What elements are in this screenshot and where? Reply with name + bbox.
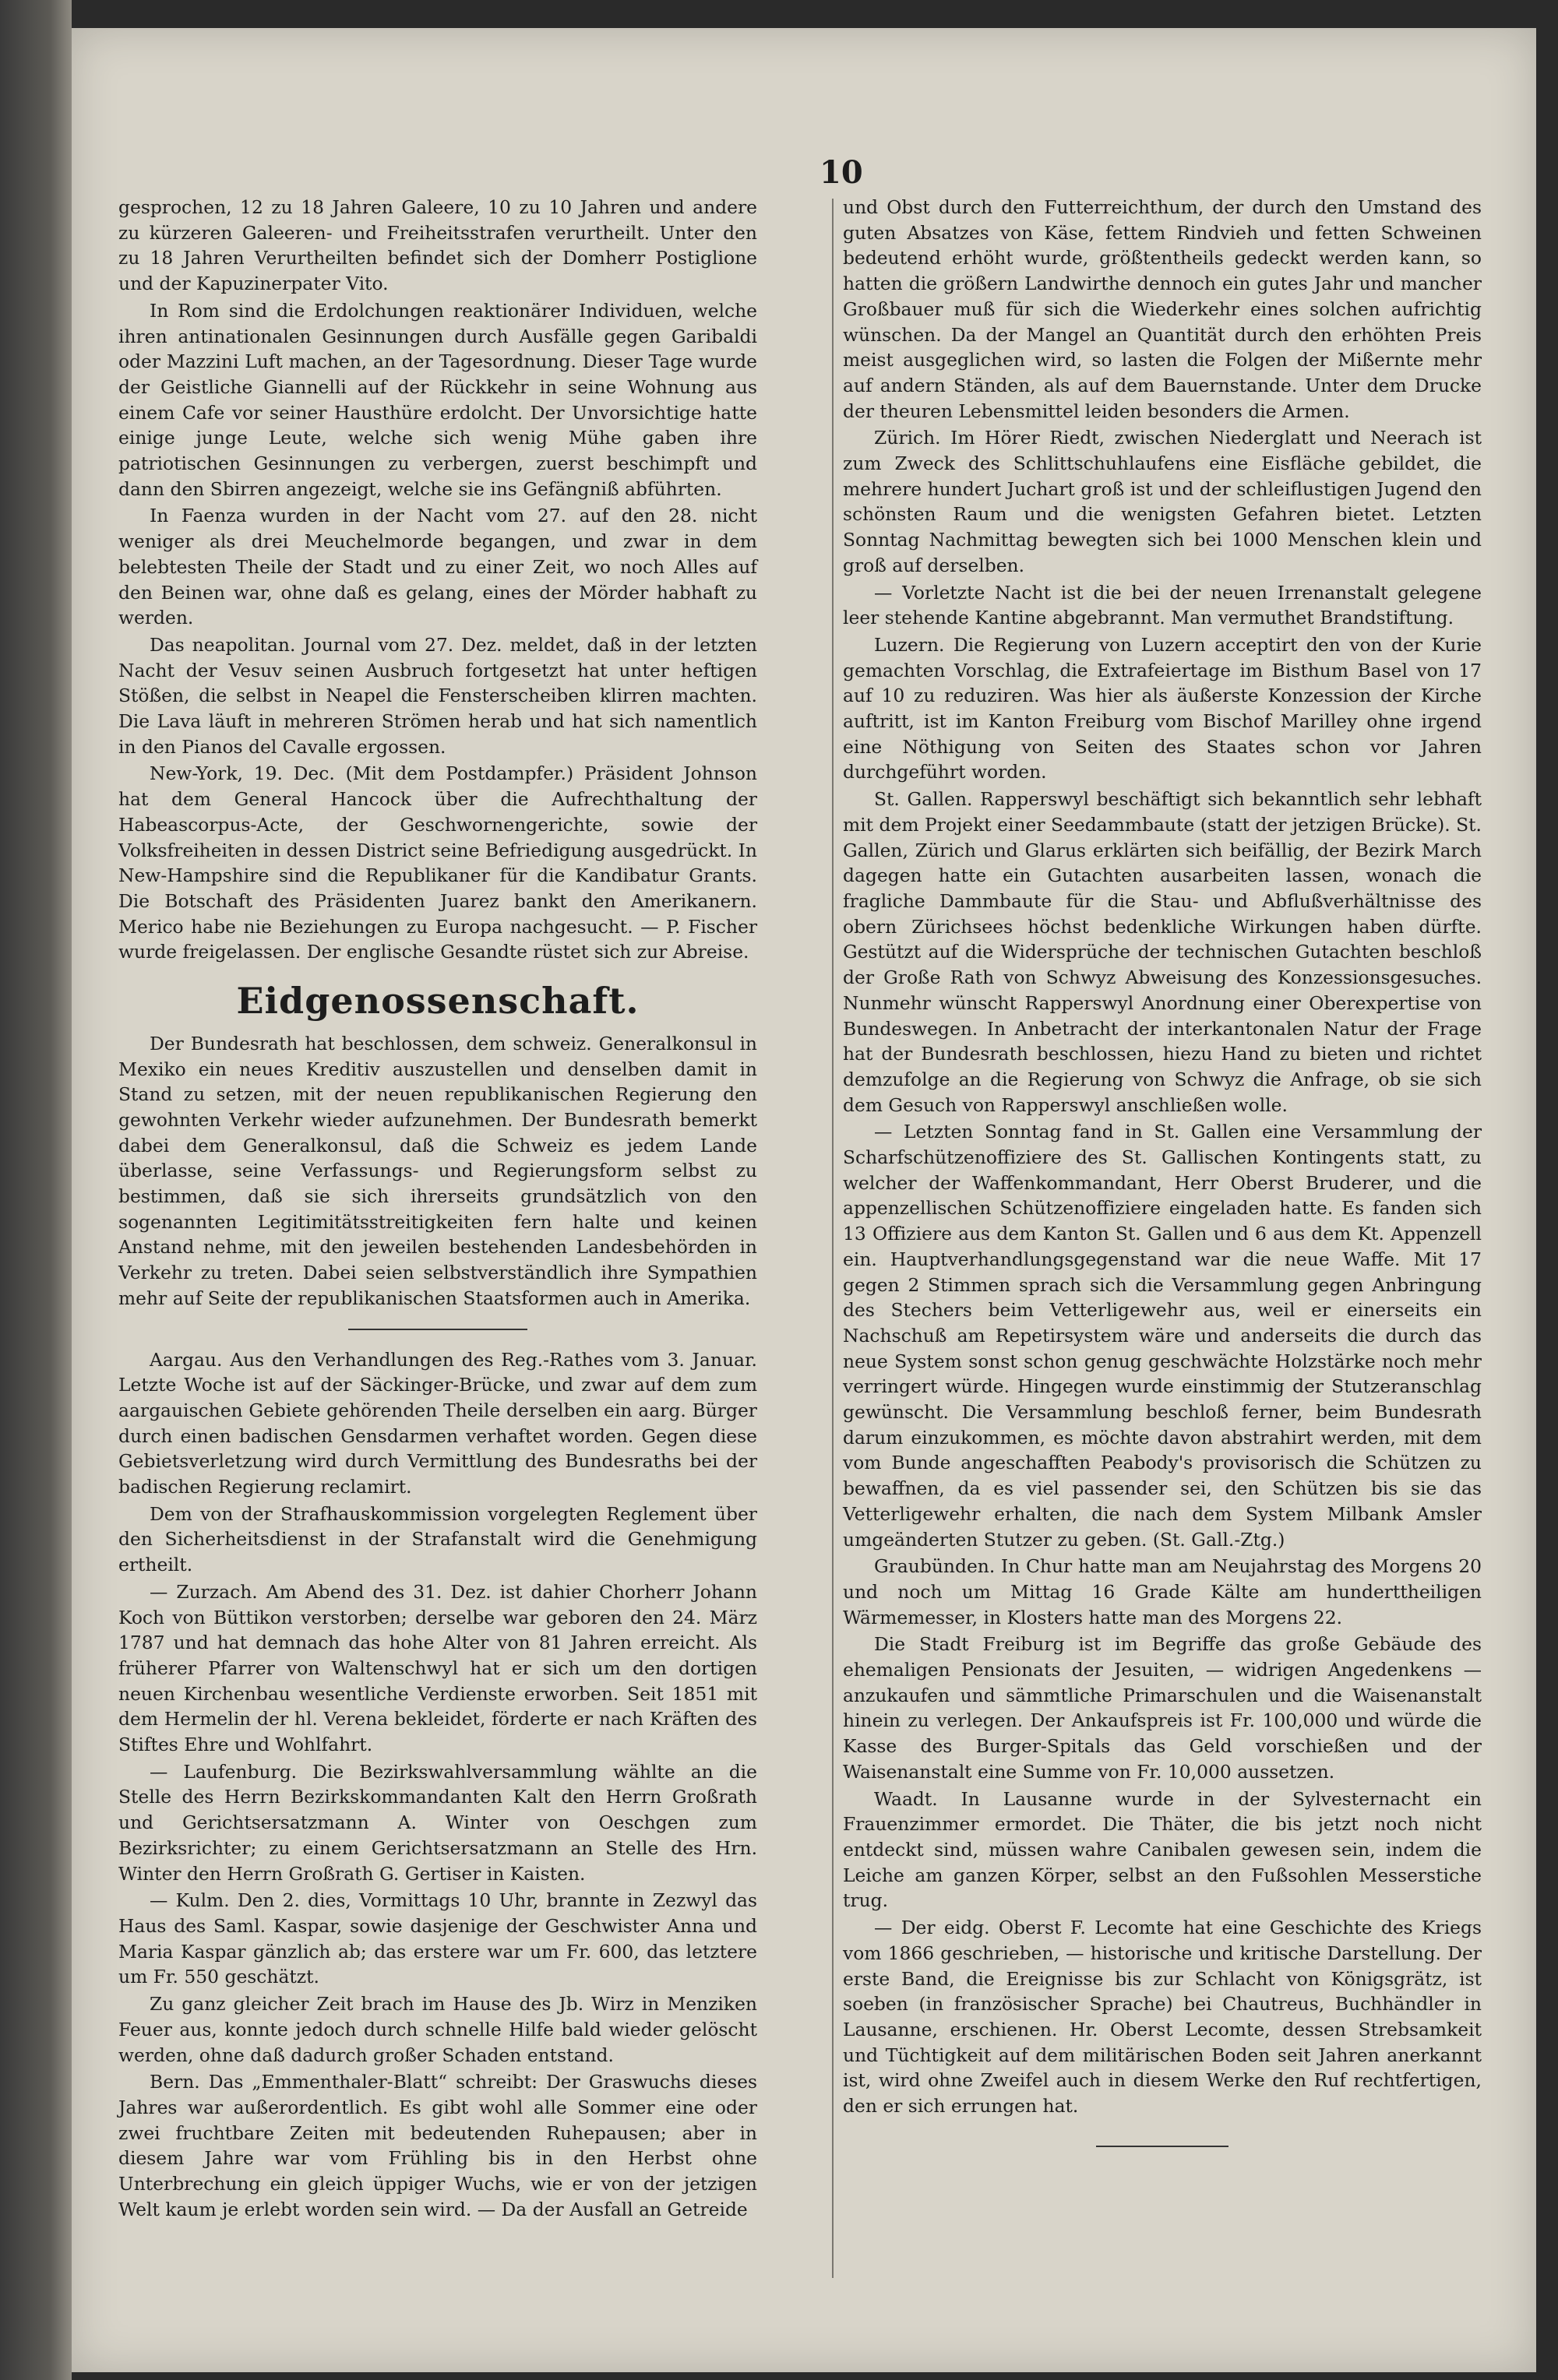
article-paragraph: Das neapolitan. Journal vom 27. Dez. meldet, daß in der letzten Nacht der Vesuv seinen Ausbruch fortgesetzt hat unter heftigen Stößen, die selbst in Neapel die Fensterscheiben klirren machten. Die Lava läuft in mehreren Strömen herab und hat sich namentlich in den Pianos del Cavalle ergossen. bbox=[118, 633, 757, 758]
article-paragraph: In Rom sind die Erdolchungen reaktionärer Individuen, welche ihren antinationalen Gesinnungen durch Ausfälle gegen Garibaldi oder Mazzini Luft machen, an der Tagesordnung. Dieser Tage wurde der Geistliche Giannelli auf der Rückkehr in seine Wohnung aus einem Cafe vor seiner Hausthüre erdolcht. Der Unvorsichtige hatte einige junge Leute, welche sich wenig Mühe gaben ihre patriotischen Gesinnungen zu verbergen, zuerst beschimpft und dann den Sbirren angezeigt, welche sie ins Gefängniß abführten. bbox=[118, 299, 757, 500]
left-column bbox=[118, 195, 757, 2223]
article-paragraph: — Zurzach. Am Abend des 31. Dez. ist dahier Chorherr Johann Koch von Büttikon verstorben; derselbe war geboren den 24. März 1787 und hat demnach das hohe Alter von 81 Jahren erreicht. Als früherer Pfarrer von Waltenschwyl hat er sich um den dortigen neuen Kirchenbau wesentliche Verdienste erworben. Seit 1851 mit dem Hermelin der hl. Verena bekleidet, förderte er nach Kräften des Stiftes Ehre und Wohlfahrt. bbox=[118, 1580, 757, 1756]
article-paragraph: — Vorletzte Nacht ist die bei der neuen Irrenanstalt gelegene leer stehende Kantine abgebrannt. Man vermuthet Brandstiftung. bbox=[843, 581, 1482, 629]
article-paragraph: Aargau. Aus den Verhandlungen des Reg.-Rathes vom 3. Januar. Letzte Woche ist auf der Säckinger-Brücke, und zwar auf dem zum aargauischen Gebiete gehörenden Theile derselben ein aarg. Bürger durch einen badischen Gensdarmen verhaftet worden. Gegen diese Gebietsverletzung wird durch Vermittlung des Bundesraths bei der badischen Regierung reclamirt. bbox=[118, 1348, 757, 1498]
article-paragraph: Zürich. Im Hörer Riedt, zwischen Niederglatt und Neerach ist zum Zweck des Schlittschuhlaufens eine Eisfläche gebildet, die mehrere hundert Juchart groß ist und der schleiflustigen Jugend den schönsten Raum und die wenigsten Gefahren bietet. Letzten Sonntag Nachmittag bewegten sich bei 1000 Menschen klein und groß auf derselben. bbox=[843, 427, 1482, 576]
article-paragraph: — Kulm. Den 2. dies, Vormittags 10 Uhr, brannte in Zezwyl das Haus des Saml. Kaspar, sowie dasjenige der Geschwister Anna und Maria Kaspar gänzlich ab; das erstere war um Fr. 600, das letztere um Fr. 550 geschätzt. bbox=[118, 1889, 757, 1988]
article-paragraph: Luzern. Die Regierung von Luzern acceptirt den von der Kurie gemachten Vorschlag, die Extrafeiertage im Bisthum Basel von 17 auf 10 zu reduziren. Was hier als äußerste Konzession der Kirche auftritt, ist im Kanton Freiburg vom Bischof Marilley ohne irgend eine Nöthigung von Seiten des Staates schon vor Jahren durchgeführt worden. bbox=[843, 633, 1482, 783]
article-paragraph: Zu ganz gleicher Zeit brach im Hause des Jb. Wirz in Menziken Feuer aus, konnte jedoch durch schnelle Hilfe bald wieder gelöscht werden, ohne daß dadurch großer Schaden entstand. bbox=[118, 1993, 757, 2066]
article-paragraph: St. Gallen. Rapperswyl beschäftigt sich bekanntlich sehr lebhaft mit dem Projekt einer Seedammbaute (statt der jetzigen Brücke). St. Gallen, Zürich und Glarus erklärten sich beifällig, der Bezirk March dagegen hatte ein Gutachten ausarbeiten lassen, wonach die fragliche Dammbaute für die Stau- und Abflußverhältnisse des obern Zürichsees höchst bedenkliche Wirkungen haben dürfte. Gestützt auf die Widersprüche der technischen Gutachten beschloß der Große Rath von Schwyz Abweisung des Konzessionsgesuches. Nunmehr wünscht Rapperswyl Anordnung einer Oberexpertise von Bundeswegen. In Anbetracht der interkantonalen Natur der Frage hat der Bundesrath beschlossen, hiezu Hand zu bieten und richtet demzufolge an die Regierung von Schwyz die Anfrage, ob sie sich dem Gesuch von Rapperswyl anschließen wolle. bbox=[843, 788, 1482, 1116]
article-paragraph: Die Stadt Freiburg ist im Begriffe das große Gebäude des ehemaligen Pensionats der Jesuiten, — widrigen Angedenkens — anzukaufen und sämmtliche Primarschulen und die Waisenanstalt hinein zu verlegen. Der Ankaufspreis ist Fr. 100,000 und würde die Kasse des Burger-Spitals das Geld vorschießen und der Waisenanstalt eine Summe von Fr. 10,000 aussetzen. bbox=[843, 1633, 1482, 1783]
article-paragraph: — Laufenburg. Die Bezirkswahlversammlung wählte an die Stelle des Herrn Bezirkskommandanten Kalt den Herrn Großrath und Gerichtsersatzmann A. Winter von Oeschgen zum Bezirksrichter; zu einem Gerichtsersatzmann an Stelle des Hrn. Winter den Herrn Großrath G. Gertiser in Kaisten. bbox=[118, 1760, 757, 1885]
section-divider bbox=[348, 1329, 527, 1330]
article-paragraph: Dem von der Strafhauskommission vorgelegten Reglement über den Sicherheitsdienst in der Strafanstalt wird die Genehmigung ertheilt. bbox=[118, 1502, 757, 1576]
article-paragraph: — Letzten Sonntag fand in St. Gallen eine Versammlung der Scharfschützenoffiziere des St. Gallischen Kontingents statt, zu welcher der Waffenkommandant, Herr Oberst Bruderer, und die appenzellischen Schützenoffiziere eingeladen hatte. Es fanden sich 13 Offiziere aus dem Kanton St. Gallen und 6 aus dem Kt. Appenzell ein. Hauptverhandlungsgegenstand war die neue Waffe. Mit 17 gegen 2 Stimmen sprach sich die Versammlung gegen Anbringung des Stechers beim Vetterligewehr aus, weil er einerseits ein Nachschuß am Repetirsystem wäre und anderseits die durch das neue System sonst schon genug geschwächte Holzstärke noch mehr verringert würde. Hingegen wurde einstimmig der Stutzeranschlag gewünscht. Die Versammlung beschloß ferner, beim Bundesrath darum einzukommen, es möchte davon abstrahirt werden, mit dem vom Bunde angeschafften Peabody's provisorisch die Schützen zu bewaffnen, da es viel passender sei, den Schützen bis sie das Vetterligewehr erhalten, die nach dem System Milbank Amsler umgeänderten Stutzer zu geben. (St. Gall.-Ztg.) bbox=[843, 1121, 1482, 1551]
scan-edge bbox=[0, 0, 72, 2380]
page-number: 10 bbox=[820, 154, 863, 191]
article-paragraph: New-York, 19. Dec. (Mit dem Postdampfer.) Präsident Johnson hat dem General Hancock über die Aufrechthaltung der Habeascorpus-Acte, der Geschwornengerichte, sowie der Volksfreiheiten in dessen District seine Befriedigung ausgedrückt. In New-Hampshire sind die Republikaner für die Kandibatur Grants. Die Botschaft des Präsidenten Juarez bankt den Amerikanern. Merico habe nie Beziehungen zu Europa nachgesucht. — P. Fischer wurde freigelassen. Der englische Gesandte rüstet sich zur Abreise. bbox=[118, 762, 757, 963]
article-paragraph: Der Bundesrath hat beschlossen, dem schweiz. Generalkonsul in Mexiko ein neues Kreditiv auszustellen und denselben damit in Stand zu setzen, mit der neuen republikanischen Regierung den gewohnten Verkehr wieder aufzunehmen. Der Bundesrath bemerkt dabei dem Generalkonsul, daß die Schweiz es jedem Lande überlasse, seine Verfassungs- und Regierungsform selbst zu bestimmen, daß sie sich ihrerseits grundsätzlich von den sogenannten Legitimitätsstreitigkeiten fern halte und keinen Anstand nehme, mit den jeweilen bestehenden Landesbehörden in Verkehr zu treten. Dabei seien selbstverständlich ihre Sympathien mehr auf Seite der republikanischen Staatsformen auch in Amerika. bbox=[118, 1032, 757, 1309]
column-divider bbox=[832, 199, 834, 2278]
article-paragraph: und Obst durch den Futterreichthum, der durch den Umstand des guten Absatzes von Käse, fettem Rindvieh und fetten Schweinen bedeutend erhöht wurde, größtentheils gedeckt werden kann, so hatten die größern Landwirthe dennoch ein gutes Jahr und mancher Großbauer muß für sich die Wiederkehr eines solchen aufrichtig wünschen. Da der Mangel an Quantität durch den erhöhten Preis meist ausgeglichen wird, so lasten die Folgen der Mißernte mehr auf andern Ständen, als auf dem Bauernstande. Unter dem Drucke der theuren Lebensmittel leiden besonders die Armen. bbox=[843, 196, 1482, 422]
article-paragraph: Graubünden. In Chur hatte man am Neujahrstag des Morgens 20 und noch um Mittag 16 Grade Kälte am hunderttheiligen Wärmemesser, in Klosters hatte man des Morgens 22. bbox=[843, 1555, 1482, 1628]
article-paragraph: — Der eidg. Oberst F. Lecomte hat eine Geschichte des Kriegs vom 1866 geschrieben, — historische und kritische Darstellung. Der erste Band, die Ereignisse bis zur Schlacht von Königsgrätz, ist soeben (in französischer Sprache) bei Chautreus, Buchhändler in Lausanne, erschienen. Hr. Oberst Lecomte, dessen Strebsamkeit und Tüchtigkeit auf dem militärischen Boden seit Jahren anerkannt ist, wird ohne Zweifel auch in diesem Werke den Ruf rechtfertigen, den er sich errungen hat. bbox=[843, 1917, 1482, 2118]
article-paragraph: In Faenza wurden in der Nacht vom 27. auf den 28. nicht weniger als drei Meuchelmorde begangen, und zwar in dem belebtesten Theile der Stadt und zu einer Zeit, wo noch Alles auf den Beinen war, ohne daß es gelang, eines der Mörder habhaft zu werden. bbox=[118, 505, 757, 629]
right-column bbox=[843, 195, 1482, 2147]
article-paragraph: Waadt. In Lausanne wurde in der Sylvesternacht ein Frauenzimmer ermordet. Die Thäter, die bis jetzt noch nicht entdeckt sind, müssen wahre Canibalen gewesen sein, indem die Leiche am ganzen Körper, selbst an den Fußsohlen Messerstiche trug. bbox=[843, 1787, 1482, 1912]
article-paragraph: Bern. Das „Emmenthaler-Blatt“ schreibt: Der Graswuchs dieses Jahres war außerordentlich. Es gibt wohl alle Sommer eine oder zwei fruchtbare Zeiten mit bedeutenden Ruhepausen; aber in diesem Jahre war vom Frühling bis in den Herbst ohne Unterbrechung ein gleich üppiger Wuchs, wie er von der jetzigen Welt kaum je erlebt worden sein wird. — Da der Ausfall an Getreide bbox=[118, 2071, 757, 2220]
article-paragraph: gesprochen, 12 zu 18 Jahren Galeere, 10 zu 10 Jahren und andere zu kürzeren Galeeren- und Freiheitsstrafen verurtheilt. Unter den zu 18 Jahren Verurtheilten befindet sich der Domherr Postiglione und der Kapuzinerpater Vito. bbox=[118, 196, 757, 295]
section-heading: Eidgenossenschaft. bbox=[236, 980, 640, 1023]
end-divider bbox=[1096, 2146, 1228, 2147]
